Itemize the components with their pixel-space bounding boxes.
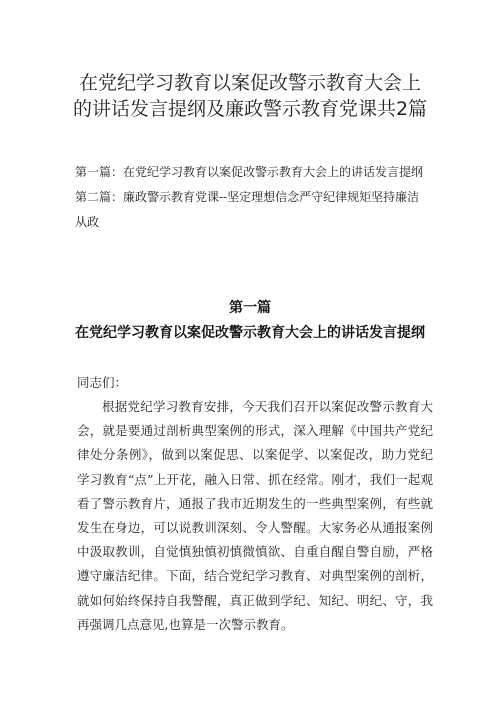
document-title xyxy=(40,70,460,122)
body-paragraph: 根据党纪学习教育安排，今天我们召开以案促改警示教育大会，就是要通过剖析典型案例的形式，深入理解《中国共产党纪律处分条例》，做到以案促思、以案促学、以案促改，助力党纪学习教育“点”上开花，融入日常、抓在经常。刚才，我们一起观看了警示教育片，通报了我市近期发生的一些典型案例，有些就发生在身边，可以说教训深刻、令人警醒。大家务必从通报案例中汲取教训，自觉慎独慎初慎微慎欲、自重自醒自警自励，严格遵守廉洁纪律。下面，结合党纪学习教育、对典型案例的剖析，就如何始终保持自我警醒，真正做到学纪、知纪、明纪、守，我再强调几点意见,也算是一次警示教育。 xyxy=(77,399,433,632)
table-of-contents xyxy=(75,160,430,235)
salutation: 同志们： xyxy=(77,375,128,390)
toc-item-2: 第二篇：廉政警示教育党课--坚定理想信念严守纪律规矩坚持廉洁从政 xyxy=(75,190,420,229)
document-title-line-2: 的讲话发言提纲及廉政警示教育党课共2篇 xyxy=(72,98,428,120)
section-subtitle: 在党纪学习教育以案促改警示教育大会上的讲话发言提纲 xyxy=(75,325,425,341)
toc-item-1: 第一篇：在党纪学习教育以案促改警示教育大会上的讲话发言提纲 xyxy=(75,165,424,179)
section-heading: 第一篇 xyxy=(229,300,271,316)
document-title-line-1: 在党纪学习教育以案促改警示教育大会上 xyxy=(78,72,421,94)
